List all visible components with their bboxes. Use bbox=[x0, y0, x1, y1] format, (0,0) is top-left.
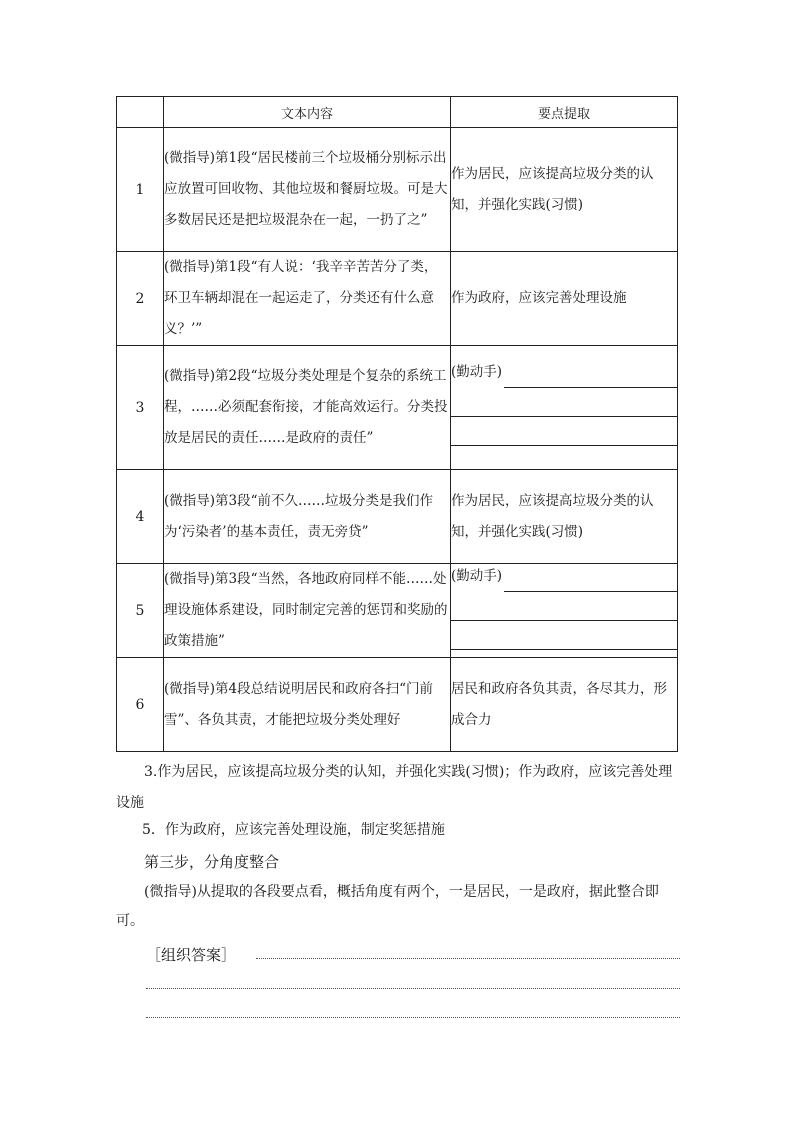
blank-label: (勤动手) bbox=[451, 364, 503, 380]
answer-dotted-line[interactable] bbox=[146, 1017, 680, 1018]
analysis-table bbox=[116, 96, 678, 752]
answer-line[interactable] bbox=[451, 592, 677, 621]
table-row bbox=[117, 346, 678, 470]
row-content: (微指导)第2段“垃圾分类处理是个复杂的系统工程，……必须配套衔接，才能高效运行。分类投放是居民的责任……是政府的责任” bbox=[164, 346, 451, 470]
answer-line[interactable] bbox=[451, 388, 677, 417]
row-answer-blank[interactable] bbox=[451, 346, 678, 470]
answer-line[interactable] bbox=[451, 417, 677, 446]
answer-line[interactable] bbox=[504, 571, 677, 592]
row-number: 6 bbox=[117, 658, 164, 752]
row-number: 1 bbox=[117, 128, 164, 252]
row-answer-blank[interactable] bbox=[451, 564, 678, 658]
row-key-point: 作为政府，应该完善处理设施 bbox=[451, 252, 678, 346]
row-content: (微指导)第3段“前不久……垃圾分类是我们作为‘污染者’的基本责任，责无旁贷” bbox=[164, 470, 451, 564]
row-content: (微指导)第1段“有人说：‘我辛辛苦苦分了类，环卫车辆却混在一起运走了，分类还有什么意义？’” bbox=[164, 252, 451, 346]
answer-item-5: 5．作为政府，应该完善处理设施，制定奖惩措施 bbox=[142, 822, 445, 838]
row-key-point: 作为居民，应该提高垃圾分类的认知，并强化实践(习惯) bbox=[451, 470, 678, 564]
organize-answer-label: ［组织答案］ bbox=[146, 946, 237, 964]
table-row bbox=[117, 658, 678, 752]
answer-item-3: 3.作为居民，应该提高垃圾分类的认知，并强化实践(习惯)；作为政府，应该完善处理设施 bbox=[116, 764, 673, 811]
answer-dotted-line[interactable] bbox=[256, 958, 680, 959]
step-three-guide: (微指导)从提取的各段要点看，概括角度有两个，一是居民，一是政府，据此整合即可。 bbox=[116, 884, 659, 929]
table-row bbox=[117, 252, 678, 346]
row-content: (微指导)第3段“当然，各地政府同样不能……处理设施体系建设，同时制定完善的惩罚和奖励的政策措施” bbox=[164, 564, 451, 658]
row-number: 3 bbox=[117, 346, 164, 470]
row-number: 2 bbox=[117, 252, 164, 346]
table-row bbox=[117, 564, 678, 658]
row-key-point: 作为居民，应该提高垃圾分类的认知，并强化实践(习惯) bbox=[451, 128, 678, 252]
table-row bbox=[117, 470, 678, 564]
row-content: (微指导)第4段总结说明居民和政府各扫“门前雪”、各负其责，才能把垃圾分类处理好 bbox=[164, 658, 451, 752]
blank-label: (勤动手) bbox=[451, 568, 503, 584]
answer-line[interactable] bbox=[451, 621, 677, 650]
header-text-content: 文本内容 bbox=[164, 97, 451, 128]
table-row bbox=[117, 128, 678, 252]
answer-dotted-line[interactable] bbox=[146, 988, 680, 989]
header-key-points: 要点提取 bbox=[451, 97, 678, 128]
row-number: 5 bbox=[117, 564, 164, 658]
answer-line[interactable] bbox=[504, 367, 677, 388]
row-content: (微指导)第1段“居民楼前三个垃圾桶分别标示出应放置可回收物、其他垃圾和餐厨垃圾。可是大多数居民还是把垃圾混杂在一起，一扔了之” bbox=[164, 128, 451, 252]
row-number: 4 bbox=[117, 470, 164, 564]
header-index bbox=[117, 97, 164, 128]
step-three-heading: 第三步，分角度整合 bbox=[144, 853, 280, 871]
table-header-row bbox=[117, 97, 678, 128]
row-key-point: 居民和政府各负其责，各尽其力，形成合力 bbox=[451, 658, 678, 752]
